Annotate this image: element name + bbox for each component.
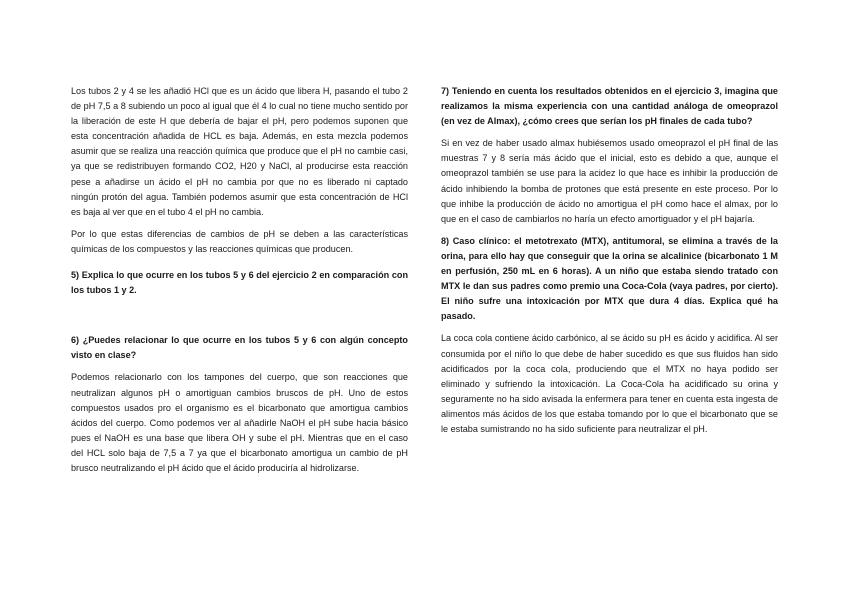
question-8: 8) Caso clínico: el metotrexato (MTX), antitumoral, se elimina a través de la orina, para ello hay que conseguir que la orina se alcalinice (bicarbonato 1 M en perfusión, 250 mL en 6 horas). A un niño que estaba siendo tratado con MTX le dan sus padres como premio una Coca-Cola (vaya padres, por cierto). El niño sufre una intoxicación por MTX que dura 4 días. Explica qué ha pasado. [441,235,778,322]
paragraph-tubes-2-4: Los tubos 2 y 4 se les añadió HCl que es un ácido que libera H, pasando el tubo 2 de pH 7,5 a 8 subiendo un poco al igual que él 4 lo cual no tiene mucho sentido por la liberación de este H que debería de bajar el pH, pero podemos suponen que esta concentración añadida de HCL es baja. Además, en esta mezcla podemos asumir que se realiza una reacción química que produce que el pH no cambie casi, ya que se redistribuyen formando CO2, H20 y NaCl, al producirse esta reacción pese a añadirse un ácido el pH no cambia por que no es liberado ni captado ningún protón del agua. También podemos asumir que esta concentración de HCl es baja al ver que en el tubo 4 el pH no cambia. [71,86,408,217]
answer-8: La coca cola contiene ácido carbónico, al se ácido su pH es ácido y acidifica. Al ser consumida por el niño lo que debe de haber sucedido es que sus fluidos han sido acidificados por la coca cola, produciendo que el MTX no haya podido ser eliminado y sufriendo la intoxicación. La Coca-Cola ha acidificado su orina y seguramente no ha sido avisada la enfermera para tener en cuenta esta ingesta de alimentos más ácidos de los que estaba tomando por lo que el bicarbonato que se le estaba sumistrando no ha sido suficiente para neutralizar el pH. [441,333,778,434]
right-column [441,84,778,444]
answer-6: Podemos relacionarlo con los tampones del cuerpo, que son reacciones que neutralizan algunos pH o amortiguan cambios bruscos de pH. Uno de estos compuestos usados pro el organismo es el bicarbonato que amortigua cambios ácidos del cuerpo. Como podemos ver al añadirle NaOH el pH sube hacia básico pues el NaOH es una base que libera OH y sube el pH. Mientras que en el caso del HCL solo baja de 7,5 a 7 ya que el bicarbonato amortigua un cambio de pH brusco neutralizando el pH ácido que el ácido produciría al hidrolizarse. [71,372,408,473]
question-6: 6) ¿Puedes relacionar lo que ocurre en los tubos 5 y 6 con algún concepto visto en clase? [71,335,408,361]
question-7: 7) Teniendo en cuenta los resultados obtenidos en el ejercicio 3, imagina que realizamos la misma experiencia con una cantidad análoga de omeoprazol (en vez de Almax), ¿cómo crees que serían los pH finales de cada tubo? [441,86,778,127]
paragraph-ph-differences: Por lo que estas diferencias de cambios de pH se deben a las características químicas de los compuestos y las reacciones químicas que producen. [71,228,408,254]
answer-7: Si en vez de haber usado almax hubiésemos usado omeoprazol el pH final de las muestras 7 y 8 sería más ácido que el inicial, esto es debido a que, aunque el omeoprazol también se use para la acidez lo que hace es inhibir la producción de ácido inhibiendo la bomba de protones que está presente en este proceso. Por lo que inhibe la producción de ácido no amortigua el pH como hace el almax, por lo que en el caso de cambiarlos no haría un efecto amortiguador y el pH bajaría. [441,138,778,224]
question-5: 5) Explica lo que ocurre en los tubos 5 y 6 del ejercicio 2 en comparación con los tubos 1 y 2. [71,270,408,296]
left-column [71,84,408,483]
